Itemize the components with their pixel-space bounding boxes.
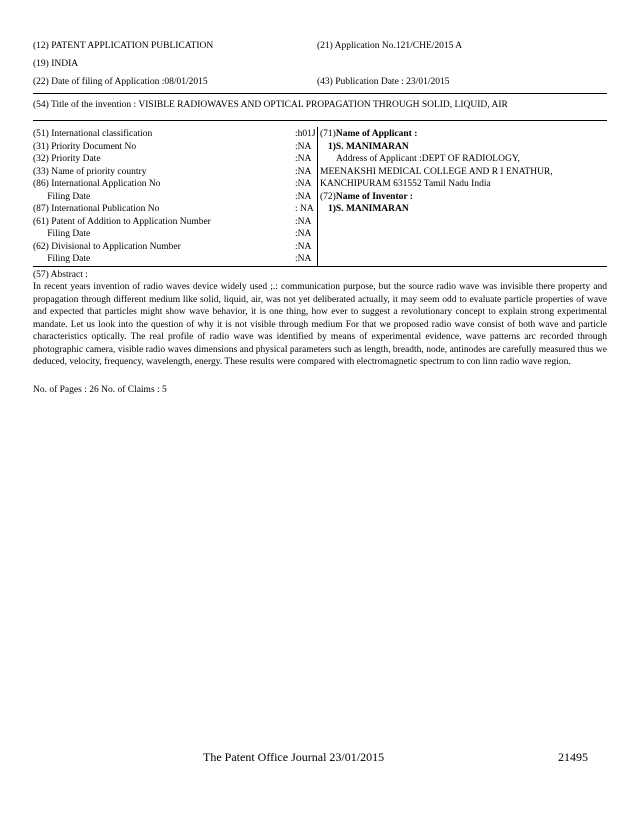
bibliographic-row [33, 191, 317, 204]
bibliographic-table [33, 127, 607, 266]
application-number: (21) Application No.121/CHE/2015 A [317, 41, 463, 51]
publication-date: (43) Publication Date : 23/01/2015 [317, 77, 450, 87]
bibliographic-row [33, 166, 317, 179]
header-row-3 [33, 73, 607, 91]
bibliographic-value: :NA [295, 141, 312, 152]
bibliographic-row [33, 241, 317, 254]
bibliographic-value: :NA [295, 241, 312, 252]
bibliographic-row [33, 153, 317, 166]
bibliographic-label: (61) Patent of Addition to Application Number [33, 216, 211, 227]
bibliographic-value: :NA [295, 229, 312, 239]
applicant-heading-line [320, 128, 607, 141]
filing-date: (22) Date of filing of Application :08/01/2015 [33, 77, 208, 87]
bibliographic-row [33, 178, 317, 191]
invention-title: (54) Title of the invention : VISIBLE RADIOWAVES AND OPTICAL PROPAGATION THROUGH SOLID, LIQUID, AIR [33, 100, 508, 110]
inventor-name: 1)S. MANIMARAN [328, 204, 409, 214]
country: (19) INDIA [33, 59, 79, 69]
abstract-text: In recent years invention of radio waves device widely used ;.: communication purpose, but the source radio wave was invisible there property and propagation through different medium like solid, liquid, air, was not yet deliberated actually, it may seem odd to evaluate particle properties of wave and expected that particles might show wave behavior, it is one thing, how ever to suggest a revolutionary concept to explain strong experimental mandate. Let us look into the question of why it is not visible through medium For that we proposed radio wave consist of both wave and particle characteristics optically. The real profile of radio wave was identified by means of experimental evidence, wave patterns arc recorded through photographic camera, visible radio waves dimensions and physical parameters such as length, breadth, node, antinodes are carefully measured thus we deduced, velocity, frequency, wavelength, energy. These results were compared with electromagnetic spectrum to con linn radio wave region. [33, 282, 607, 367]
bibliographic-label: (62) Divisional to Application Number [33, 241, 181, 252]
applicant-address-3: KANCHIPURAM 631552 Tamil Nadu India [320, 179, 491, 189]
bibliographic-label: Filing Date [33, 254, 91, 264]
applicant-heading: Name of Applicant : [335, 129, 418, 139]
pages-claims: No. of Pages : 26 No. of Claims : 5 [33, 384, 167, 395]
header-row-1 [33, 37, 607, 55]
abstract-heading: (57) Abstract : [33, 269, 88, 280]
bibliographic-row [33, 141, 317, 154]
bibliographic-row [33, 253, 317, 266]
bibliographic-value: : NA [295, 204, 314, 214]
bibliographic-label: (31) Priority Document No [33, 141, 137, 152]
bibliographic-value: :NA [295, 154, 312, 164]
bibliographic-row [33, 228, 317, 241]
bibliographic-label: (51) International classification [33, 129, 153, 139]
applicant-prefix: (71) [320, 129, 336, 139]
bibliographic-label: Filing Date [33, 229, 91, 239]
bibliographic-value: :NA [295, 179, 312, 189]
bibliographic-row [33, 216, 317, 229]
bibliographic-left-column [33, 127, 318, 266]
applicant-address-2: MEENAKSHI MEDICAL COLLEGE AND R I ENATHUR, [320, 166, 553, 177]
bibliographic-label: (33) Name of priority country [33, 166, 147, 177]
page-number: 21495 [558, 750, 588, 764]
bibliographic-value: :NA [295, 191, 312, 202]
bibliographic-value: :NA [295, 254, 312, 264]
bibliographic-label: (87) International Publication No [33, 204, 160, 214]
bibliographic-right-column [318, 127, 608, 266]
divider [33, 120, 607, 121]
bibliographic-value: :NA [295, 166, 312, 177]
inventor-heading-line [320, 191, 607, 204]
bibliographic-row [33, 128, 317, 141]
bibliographic-label: Filing Date [33, 191, 91, 202]
bibliographic-row [33, 203, 317, 216]
bibliographic-label: (86) International Application No [33, 179, 161, 189]
bibliographic-label: (32) Priority Date [33, 154, 101, 164]
header-row-2 [33, 55, 607, 73]
applicant-name: 1)S. MANIMARAN [328, 141, 409, 152]
bibliographic-value: :h01J [295, 129, 316, 139]
applicant-address-1: Address of Applicant :DEPT OF RADIOLOGY, [336, 154, 520, 164]
journal-name: The Patent Office Journal 23/01/2015 [203, 750, 385, 764]
inventor-prefix: (72) [320, 191, 336, 202]
publication-type: (12) PATENT APPLICATION PUBLICATION [33, 41, 214, 51]
bibliographic-value: :NA [295, 216, 312, 227]
inventor-heading: Name of Inventor : [335, 191, 413, 202]
abstract-section [33, 267, 607, 369]
patent-publication [33, 37, 607, 395]
